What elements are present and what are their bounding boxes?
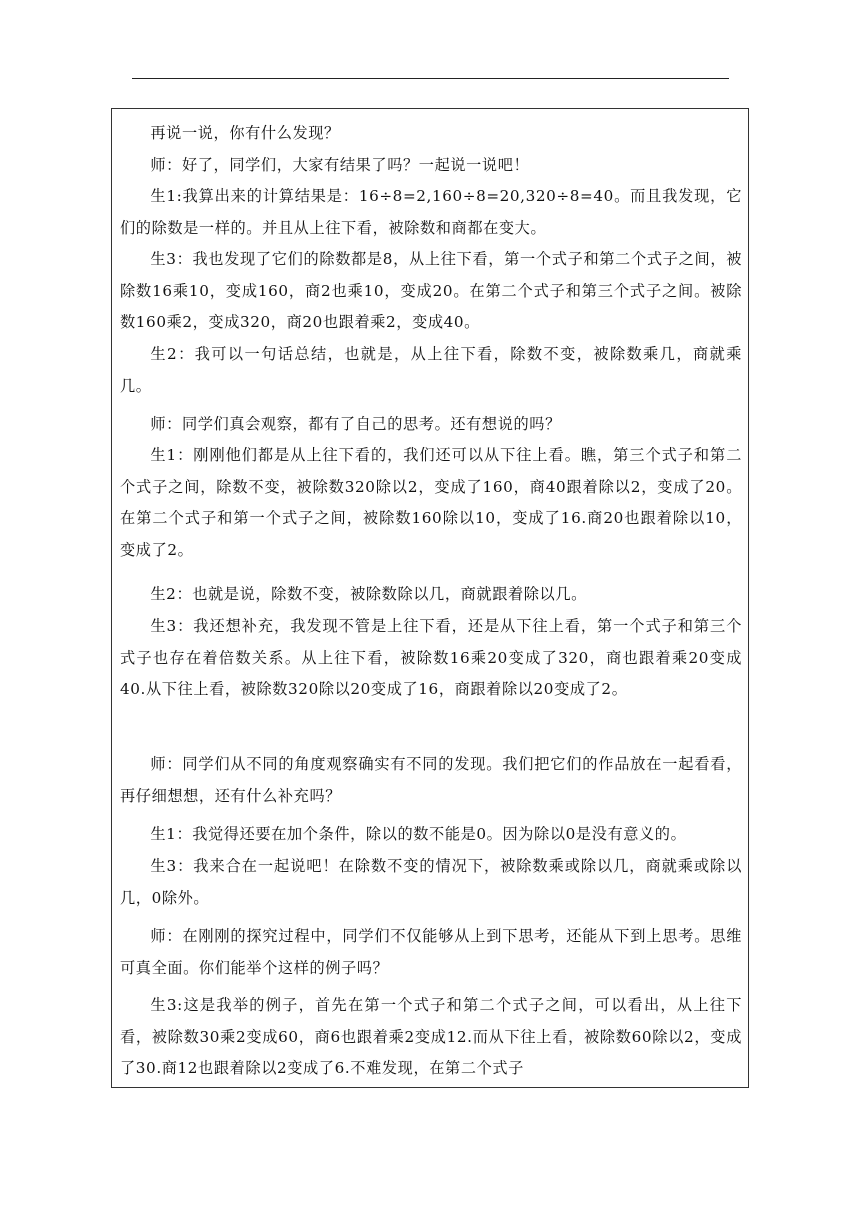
- paragraph: 师：好了，同学们，大家有结果了吗？一起说一说吧！: [150, 156, 530, 174]
- paragraph: 生3:这是我举的例子，首先在第一个式子和第二个式子之间，可以看出，从上往下看，被除数30乘2变成60，商6也跟着乘2变成12.而从下往上看，被除数60除以2，变成了30.商12也跟着除以2变成了6.不难发现，在第二个式子: [120, 996, 742, 1077]
- paragraph: 师：同学们从不同的角度观察确实有不同的发现。我们把它们的作品放在一起看看，再仔细想想，还有什么补充吗？: [120, 755, 742, 805]
- paragraph: 生2：也就是说，除数不变，被除数除以几，商就跟着除以几。: [150, 585, 587, 603]
- paragraph: 生1：我觉得还要在加个条件，除以的数不能是0。因为除以0是没有意义的。: [150, 825, 687, 843]
- paragraph: 师：同学们真会观察，都有了自己的思考。还有想说的吗？: [150, 415, 561, 433]
- content-box: [111, 108, 749, 1088]
- paragraph: 师：在刚刚的探究过程中，同学们不仅能够从上到下思考，还能从下到上思考。思维可真全面。你们能举个这样的例子吗？: [120, 927, 742, 977]
- paragraph: 生1：刚刚他们都是从上往下看的，我们还可以从下往上看。瞧，第三个式子和第二个式子之间，除数不变，被除数320除以2，变成了160，商40跟着除以2，变成了20。在第二个式子和第一个式子之间，被除数160除以10，变成了16.商20也跟着除以10，变成了2。: [120, 446, 742, 559]
- header-rule: [132, 78, 729, 79]
- paragraph: 生1:我算出来的计算结果是：16÷8=2,160÷8=20,320÷8=40。而且我发现，它们的除数是一样的。并且从上往下看，被除数和商都在变大。: [120, 187, 742, 237]
- paragraph: 生3：我还想补充，我发现不管是上往下看，还是从下往上看，第一个式子和第三个式子也存在着倍数关系。从上往下看，被除数16乘20变成了320，商也跟着乘20变成40.从下往上看，被除数320除以20变成了16，商跟着除以20变成了2。: [120, 617, 742, 698]
- paragraph: 生3：我也发现了它们的除数都是8，从上往下看，第一个式子和第二个式子之间，被除数16乘10，变成160，商2也乘10，变成20。在第二个式子和第三个式子之间。被除数160乘2，变成320，商20也跟着乘2，变成40。: [120, 250, 742, 331]
- paragraph: 生3：我来合在一起说吧！在除数不变的情况下，被除数乘或除以几，商就乘或除以几，0除外。: [120, 857, 742, 907]
- paragraph: 再说一说，你有什么发现？: [150, 124, 340, 142]
- paragraph: 生2：我可以一句话总结，也就是，从上往下看，除数不变，被除数乘几，商就乘几。: [120, 345, 742, 395]
